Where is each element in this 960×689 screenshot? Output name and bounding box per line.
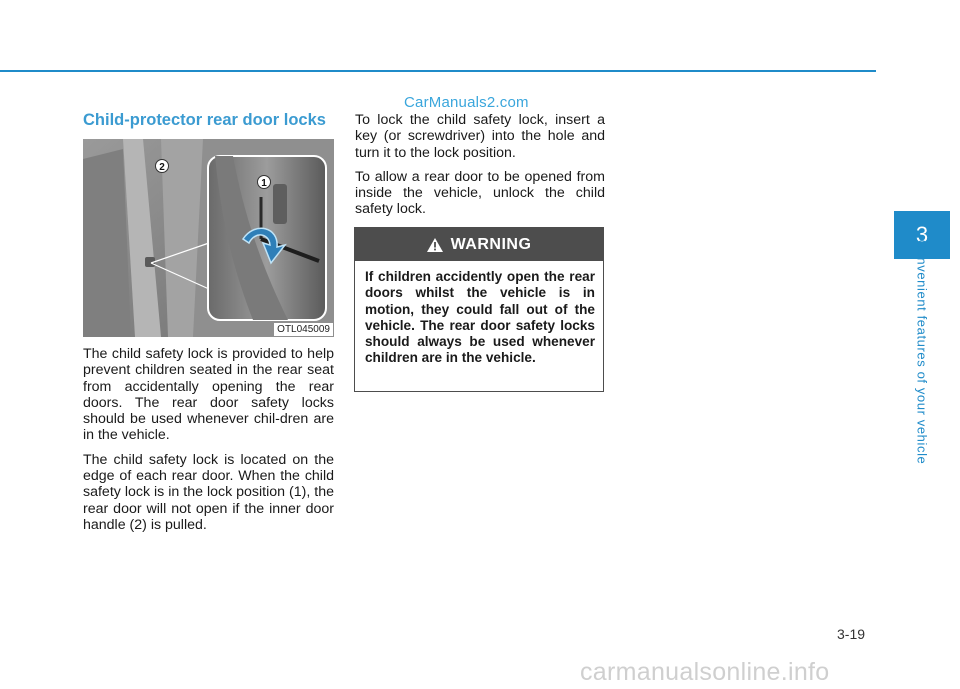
section-title: Child-protector rear door locks	[83, 111, 326, 129]
warning-text: If children accidently open the rear doors whilst the vehicle is in motion, they could fall out of the vehicle. The rear door safety locks should always be used whenever children are in the vehicle.	[365, 269, 595, 366]
page-number: 3-19	[837, 626, 866, 642]
door-illustration	[83, 139, 334, 337]
footer-watermark[interactable]: carmanualsonline.info	[580, 658, 830, 686]
warning-title: WARNING	[450, 235, 532, 253]
header-rule	[0, 70, 876, 72]
warning-box	[354, 227, 604, 392]
figure-caption: OTL045009	[274, 323, 333, 336]
column-2-paragraph-1: To lock the child safety lock, insert a key (or screwdriver) into the hole and turn it to the lock position.	[355, 112, 605, 161]
door-lock-figure	[83, 139, 334, 337]
column-2-text	[355, 112, 605, 226]
callout-2-label: 2	[159, 162, 165, 173]
column-1-text	[83, 346, 334, 541]
warning-triangle-icon	[427, 238, 443, 252]
warning-header	[355, 228, 603, 261]
column-2-paragraph-2: To allow a rear door to be opened from inside the vehicle, unlock the child safety lock.	[355, 168, 605, 218]
chapter-title: Convenient features of your vehicle	[914, 239, 930, 465]
callout-1-label: 1	[261, 178, 267, 189]
chapter-number: 3	[915, 222, 929, 247]
column-1-paragraph-1: The child safety lock is provided to help prevent children seated in the rear seat from accidentally opening the rear doors. The rear door safety locks should be used whenever chil-dren are in the vehicle.	[83, 346, 334, 444]
column-1-paragraph-2: The child safety lock is located on the edge of each rear door. When the child safety lock is in the lock position (1), the rear door will not open if the inner door handle (2) is pulled.	[83, 451, 334, 533]
watermark-top[interactable]: CarManuals2.com	[404, 94, 529, 111]
